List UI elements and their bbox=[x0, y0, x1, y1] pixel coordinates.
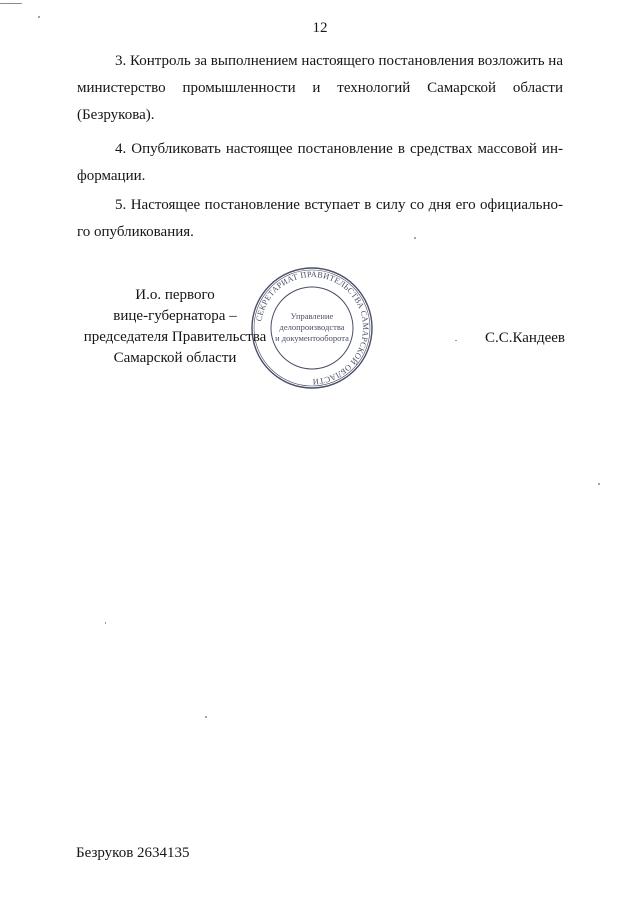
signatory-title-line: Самарской области bbox=[113, 350, 237, 366]
signatory-title-line: председателя Правительства bbox=[83, 329, 267, 345]
paragraph-publish: 4. Опубликовать настоящее постановление в средствах массовой информации. bbox=[77, 141, 563, 184]
stamp-center-line: Управление bbox=[290, 311, 334, 321]
scan-artifact bbox=[205, 716, 207, 718]
stamp-center-line: и документооборота bbox=[275, 333, 349, 343]
scan-artifact bbox=[38, 16, 40, 18]
scan-artifact bbox=[455, 340, 457, 341]
official-stamp bbox=[250, 266, 374, 390]
signatory-title bbox=[70, 285, 280, 369]
signatory-title-line: вице-губернатора – bbox=[113, 308, 237, 324]
scan-artifact bbox=[0, 3, 22, 4]
signatory-name: С.С.Кандеев bbox=[484, 330, 565, 346]
paragraph-control: 3. Контроль за выполнением настоящего постановления возложить на министерство промышленности и технологий Самарской области (Безрукова). bbox=[77, 53, 563, 123]
paragraph-effective-date: 5. Настоящее постановление вступает в силу со дня его официального опубликования. bbox=[77, 197, 563, 240]
page-number: 12 bbox=[312, 20, 328, 36]
executor-contact: Безруков 2634135 bbox=[76, 845, 190, 861]
scan-artifact bbox=[105, 622, 106, 624]
stamp-center-line: делопроизводства bbox=[279, 322, 345, 332]
stamp-ring-text: СЕКРЕТАРИАТ ПРАВИТЕЛЬСТВА САМАРСКОЙ ОБЛАСТИ bbox=[254, 269, 371, 387]
signatory-title-line: И.о. первого bbox=[135, 287, 215, 303]
scan-artifact bbox=[598, 483, 600, 485]
scan-artifact bbox=[414, 237, 416, 239]
